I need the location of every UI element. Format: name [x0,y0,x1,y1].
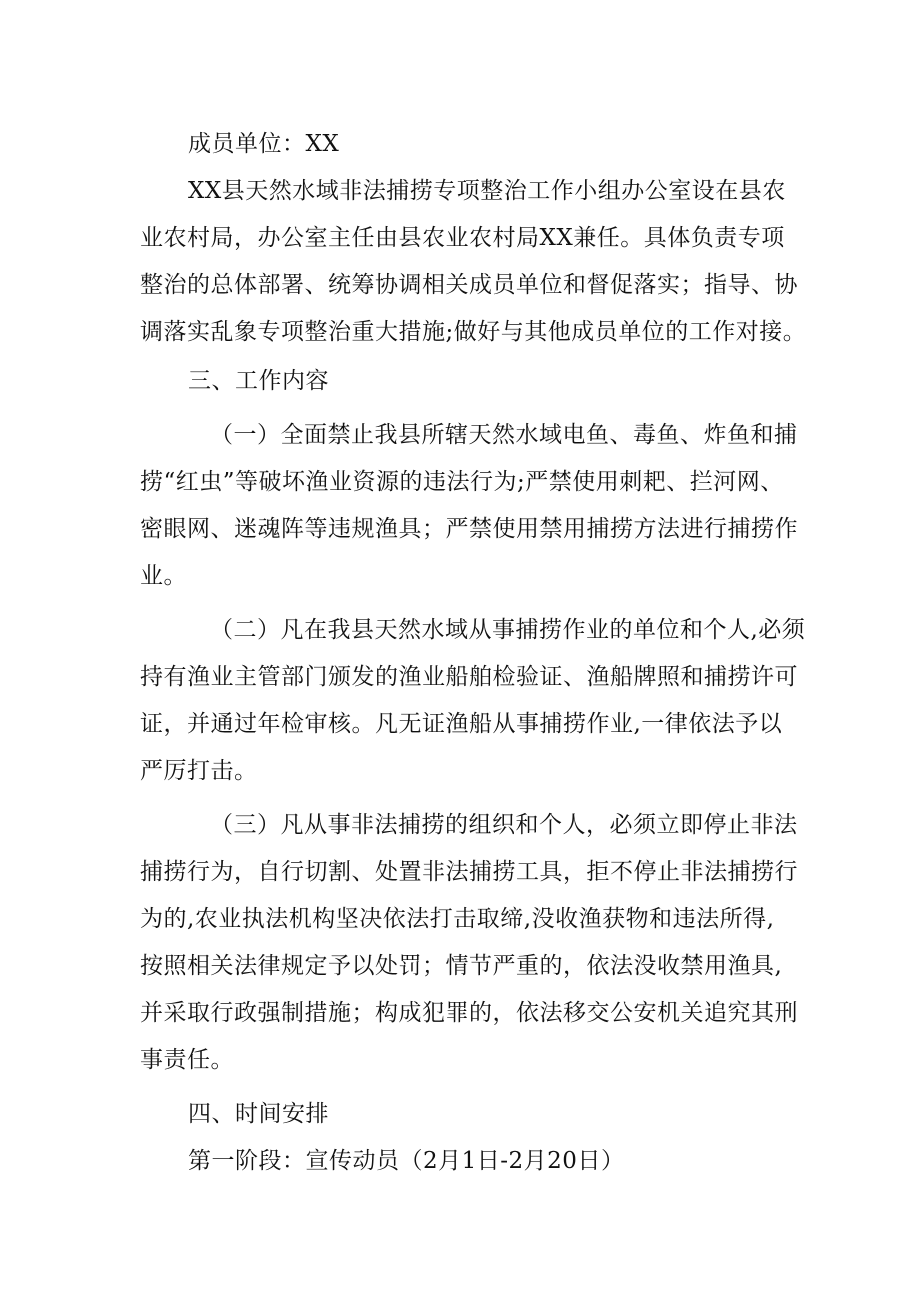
item-3-line-1: （三）凡从事非法捕捞的组织和个人，必须立即停止非法 [210,812,798,838]
item-3-line-2: 捕捞行为，自行切割、处置非法捕捞工具，拒不停止非法捕捞行 [140,859,798,885]
item-1-line-2: 捞“红虫”等破坏渔业资源的违法行为;严禁使用刺耙、拦河网、 [140,469,784,495]
item-2-line-2: 持有渔业主管部门颁发的渔业船舶检验证、渔船牌照和捕捞许可 [140,664,798,690]
item-1-line-3: 密眼网、迷魂阵等违规渔具；严禁使用禁用捕捞方法进行捕捞作 [140,516,798,542]
item-3-line-3: 为的,农业执法机构坚决依法打击取缔,没收渔获物和违法所得, [140,906,775,932]
item-3-line-6: 事责任。 [140,1047,234,1073]
office-paragraph-line-4: 调落实乱象专项整治重大措施;做好与其他成员单位的工作对接。 [140,319,807,345]
item-3-line-5: 并采取行政强制措施；构成犯罪的，依法移交公安机关追究其刑 [140,1000,798,1026]
section-heading-schedule: 四、时间安排 [188,1101,329,1127]
item-1-line-4: 业。 [140,563,187,589]
item-2-line-3: 证，并通过年检审核。凡无证渔船从事捕捞作业,一律依法予以 [140,711,783,737]
schedule-phase-1: 第一阶段：宣传动员（2月1日-2月20日） [188,1148,625,1174]
section-heading-work-content: 三、工作内容 [188,368,329,394]
member-units-line: 成员单位：XX [188,131,340,157]
office-paragraph-line-2: 业农村局，办公室主任由县农业农村局XX兼任。具体负责专项 [140,225,785,251]
office-paragraph-line-3: 整治的总体部署、统筹协调相关成员单位和督促落实；指导、协 [140,272,798,298]
office-paragraph-line-1: XX县天然水域非法捕捞专项整治工作小组办公室设在县农 [188,178,786,204]
item-3-line-4: 按照相关法律规定予以处罚；情节严重的，依法没收禁用渔具, [140,953,783,979]
item-2-line-4: 严厉打击。 [140,758,258,784]
item-2-line-1: （二）凡在我县天然水域从事捕捞作业的单位和个人,必须 [210,617,806,643]
item-1-line-1: （一）全面禁止我县所辖天然水域电鱼、毒鱼、炸鱼和捕 [210,422,798,448]
